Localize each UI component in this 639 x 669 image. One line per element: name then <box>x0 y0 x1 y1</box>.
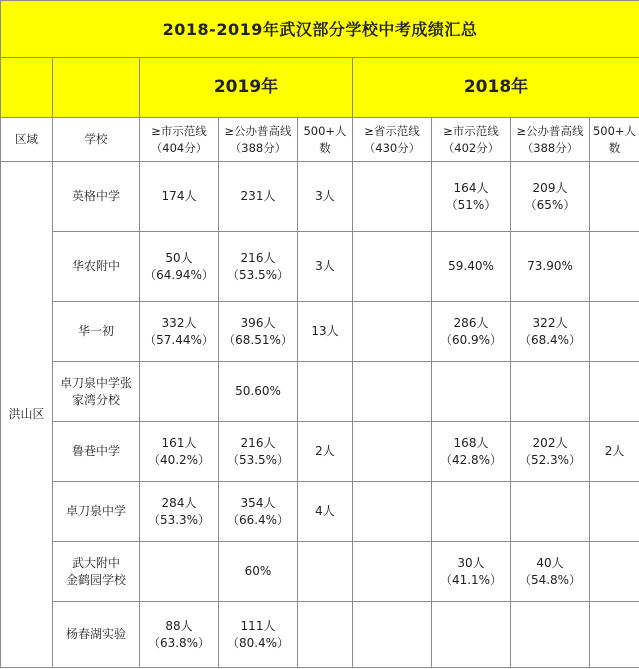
cell-c2019-public: 396人 （68.51%） <box>219 302 298 362</box>
cell-c2018-500 <box>590 362 639 422</box>
cell-c2018-public <box>511 482 590 542</box>
header-2018-prov-line: ≥省示范线 （430分） <box>353 118 432 162</box>
table-row <box>1 162 639 232</box>
cell-c2018-prov <box>353 302 432 362</box>
cell-c2019-500: 2人 <box>298 422 353 482</box>
cell-c2019-city: 332人 （57.44%） <box>140 302 219 362</box>
cell-c2018-500 <box>590 602 639 668</box>
cell-school: 杨春湖实验 <box>53 602 140 668</box>
cell-c2018-city: 164人 （51%） <box>432 162 511 232</box>
cell-c2019-500 <box>298 602 353 668</box>
cell-school: 华农附中 <box>53 232 140 302</box>
cell-c2019-public: 354人 （66.4%） <box>219 482 298 542</box>
cell-c2018-public: 73.90% <box>511 232 590 302</box>
year-2019-header: 2019年 <box>140 58 353 118</box>
cell-c2019-city: 284人 （53.3%） <box>140 482 219 542</box>
cell-c2019-public: 60% <box>219 542 298 602</box>
cell-c2018-prov <box>353 162 432 232</box>
cell-c2019-500: 13人 <box>298 302 353 362</box>
table-row <box>1 422 639 482</box>
cell-c2019-500: 4人 <box>298 482 353 542</box>
cell-c2019-public: 111人 （80.4%） <box>219 602 298 668</box>
year-header-blank-school <box>53 58 140 118</box>
cell-c2019-public: 216人 （53.5%） <box>219 232 298 302</box>
year-2018-header: 2018年 <box>353 58 639 118</box>
cell-c2019-city: 88人 （63.8%） <box>140 602 219 668</box>
cell-c2018-city <box>432 482 511 542</box>
cell-school: 卓刀泉中学 <box>53 482 140 542</box>
cell-c2018-500 <box>590 542 639 602</box>
cell-c2018-prov <box>353 422 432 482</box>
table-row <box>1 542 639 602</box>
header-2019-500-count: 500+人 数 <box>298 118 353 162</box>
cell-c2018-city: 286人 （60.9%） <box>432 302 511 362</box>
cell-c2019-public: 216人 （53.5%） <box>219 422 298 482</box>
cell-c2019-public: 231人 <box>219 162 298 232</box>
cell-c2019-city: 174人 <box>140 162 219 232</box>
header-2019-city-line: ≥市示范线 （404分） <box>140 118 219 162</box>
cell-school: 华一初 <box>53 302 140 362</box>
cell-c2018-500 <box>590 162 639 232</box>
table-row <box>1 602 639 668</box>
cell-c2018-prov <box>353 602 432 668</box>
cell-c2019-city <box>140 542 219 602</box>
cell-c2018-500: 2人 <box>590 422 639 482</box>
cell-c2019-500: 3人 <box>298 232 353 302</box>
table-row <box>1 482 639 542</box>
cell-c2019-500 <box>298 362 353 422</box>
cell-c2018-public: 202人 （52.3%） <box>511 422 590 482</box>
cell-c2018-500 <box>590 482 639 542</box>
cell-c2018-public <box>511 602 590 668</box>
cell-c2018-prov <box>353 232 432 302</box>
cell-school: 武大附中 金鹤园学校 <box>53 542 140 602</box>
cell-school: 鲁巷中学 <box>53 422 140 482</box>
table-row <box>1 302 639 362</box>
cell-c2018-public: 40人 （54.8%） <box>511 542 590 602</box>
cell-c2019-city: 50人 （64.94%） <box>140 232 219 302</box>
region-header: 区域 <box>1 118 53 162</box>
table-row <box>1 232 639 302</box>
cell-c2018-prov <box>353 362 432 422</box>
header-2018-city-line: ≥市示范线 （402分） <box>432 118 511 162</box>
cell-c2019-city <box>140 362 219 422</box>
cell-c2018-city: 168人 （42.8%） <box>432 422 511 482</box>
cell-c2018-prov <box>353 542 432 602</box>
cell-school: 英格中学 <box>53 162 140 232</box>
cell-c2018-city: 59.40% <box>432 232 511 302</box>
table-row <box>1 362 639 422</box>
cell-c2018-public <box>511 362 590 422</box>
header-2019-public-line: ≥公办普高线 （388分） <box>219 118 298 162</box>
table-title: 2018-2019年武汉部分学校中考成绩汇总 <box>1 1 639 58</box>
cell-c2018-city <box>432 602 511 668</box>
cell-c2018-500 <box>590 232 639 302</box>
cell-c2019-500: 3人 <box>298 162 353 232</box>
cell-c2018-500 <box>590 302 639 362</box>
cell-c2019-city: 161人 （40.2%） <box>140 422 219 482</box>
school-header: 学校 <box>53 118 140 162</box>
header-2018-public-line: ≥公办普高线 （388分） <box>511 118 590 162</box>
cell-c2019-public: 50.60% <box>219 362 298 422</box>
region-cell: 洪山区 <box>1 162 53 668</box>
header-2018-500-count: 500+人 数 <box>590 118 639 162</box>
cell-c2019-500 <box>298 542 353 602</box>
cell-c2018-city: 30人 （41.1%） <box>432 542 511 602</box>
cell-c2018-prov <box>353 482 432 542</box>
year-header-blank-region <box>1 58 53 118</box>
cell-c2018-public: 322人 （68.4%） <box>511 302 590 362</box>
cell-school: 卓刀泉中学张 家湾分校 <box>53 362 140 422</box>
cell-c2018-public: 209人 （65%） <box>511 162 590 232</box>
cell-c2018-city <box>432 362 511 422</box>
